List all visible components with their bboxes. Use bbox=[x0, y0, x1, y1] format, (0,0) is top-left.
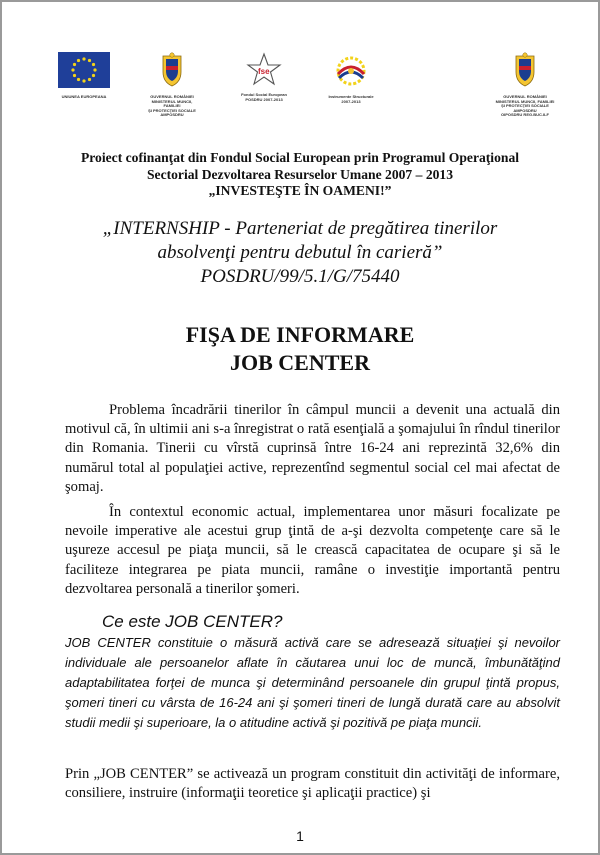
header-line-2: Sectorial Dezvoltarea Resurselor Umane 2007 – 2013 bbox=[146, 166, 454, 182]
coat-of-arms-icon bbox=[160, 52, 184, 88]
header-line-1: Proiect cofinanţat din Fondul Social European prin Programul Operaţional bbox=[80, 150, 520, 165]
subtitle-line-2: absolvenţi pentru debutul în carieră” bbox=[157, 242, 443, 263]
government-logo-caption: GUVERNUL ROMÂNIEI MINISTERUL MUNCII, FAMILIEI ŞI PROTECŢIEI SOCIALE AMPOSDRU bbox=[148, 94, 196, 117]
subtitle-line-1: „INTERNSHIP - Parteneriat de pregătirea tinerilor bbox=[102, 218, 498, 239]
project-code: POSDRU/99/5.1/G/75440 bbox=[200, 266, 400, 287]
section-heading: Ce este JOB CENTER? bbox=[102, 612, 283, 631]
paragraph-1: Problema încadrării tinerilor în câmpul muncii a devenit una actuală din motivul că, în ultimii ani s-a înregistrat o rată esenţială a şomajului în rîndul tinerilor din Romania. Tinerii cu vîrstă cuprinsă între 16-24 ani reprezintă 32,6% din numărul total al populaţiei active, reprezentînd segmentul social cel mai afectat de şomaj. bbox=[65, 402, 560, 495]
paragraph-2: În contextul economic actual, implementarea unor măsuri focalizate pe nevoile imperative ale acestui grup ţintă de a-şi dezvolta competenţe care să le uşureze accesul pe piaţa muncii, să le crească capacitatea de ocupare şi să le faciliteze integrarea pe piata muncii, ramâne o investiţie importantă pentru dezvoltarea personală a tinerilor şomeri. bbox=[65, 504, 560, 597]
coat-of-arms-icon-2 bbox=[513, 52, 537, 88]
fse-logo-caption: Fondul Social European POSDRU 2007-2013 bbox=[241, 92, 287, 102]
fse-logo bbox=[232, 52, 296, 102]
government-logo bbox=[144, 52, 200, 118]
oiposdru-logo bbox=[490, 52, 560, 118]
fse-star-icon bbox=[246, 52, 282, 86]
job-center-description: JOB CENTER constituie o măsură activă care se adresează situaţiei şi nevoilor individuale ale persoanelor aflate în căutarea unui loc de muncă, îmbunătăţind adaptabilitatea forţei de munca şi determinând persoanele din grupul ţintă propus, şomeri tineri cu vârsta de 16-24 ani şi şomeri tineri de lungă durată care au absolvit studii medii şi superioare, la o atitudine activă şi pozitivă pe piaţa muncii. bbox=[65, 635, 560, 730]
title-line-2: JOB CENTER bbox=[230, 350, 370, 375]
instrumente-structurale-icon bbox=[332, 52, 370, 88]
eu-logo-caption: UNIUNEA EUROPEANA bbox=[61, 94, 107, 99]
page-number: 1 bbox=[296, 828, 304, 844]
document-title bbox=[22, 321, 578, 377]
paragraph-3: Prin „JOB CENTER” se activează un program constituit din activităţi de informare, consiliere, instruire (informaţii teoretice şi aplicaţii practice) şi bbox=[65, 766, 560, 802]
project-subtitle bbox=[22, 217, 578, 289]
title-line-1: FIŞA DE INFORMARE bbox=[185, 322, 415, 347]
svg-text:fse: fse bbox=[258, 67, 270, 76]
eu-logo bbox=[56, 52, 112, 100]
eu-flag-icon bbox=[58, 52, 110, 88]
instrumente-structurale-caption: Instrumente Structurale 2007-2013 bbox=[328, 94, 374, 104]
header-slogan: „INVESTEŞTE ÎN OAMENI!” bbox=[208, 183, 392, 198]
instrumente-structurale-logo bbox=[318, 52, 384, 104]
project-header bbox=[22, 150, 578, 200]
oiposdru-logo-caption: GUVERNUL ROMÂNIEI MINISTERUL MUNCII, FAMILIEI ŞI PROTECŢIEI SOCIALE AMPOSDRU OIPOSDRU REG.BUC.ILF bbox=[495, 94, 555, 117]
